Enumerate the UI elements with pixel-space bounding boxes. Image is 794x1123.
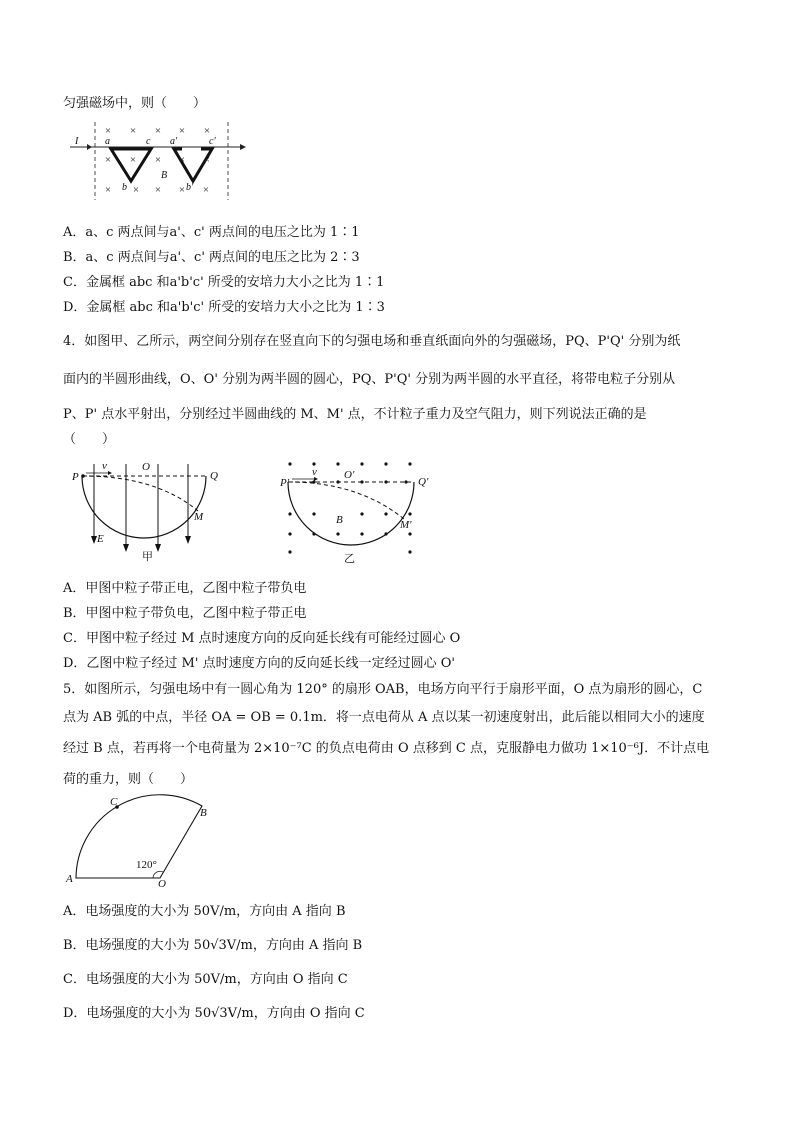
svg-text:×: ×: [178, 184, 186, 196]
q3-label-b2: b': [186, 182, 194, 193]
q4-yi-Q: Q': [418, 476, 429, 488]
q5-label-angle: 120°: [136, 859, 157, 871]
q4-figure-yi: [278, 456, 438, 568]
q4-jia-caption: 甲: [142, 551, 153, 563]
svg-text:×: ×: [104, 154, 112, 166]
q4-figure-jia: [66, 456, 226, 568]
svg-text:×: ×: [104, 184, 112, 196]
q4-stem-line2: 面内的半圆形曲线，O、O' 分别为两半圆的圆心，PQ、P'Q' 分别为两半圆的水平直径，将带电粒子分别从: [63, 372, 676, 387]
q4-stem-line1: 4．如图甲、乙所示，两空间分别存在竖直向下的匀强电场和垂直纸面向外的匀强磁场，PQ、P'Q' 分别为纸: [63, 334, 681, 349]
q5-label-A: A: [66, 873, 73, 885]
q5-sector-figure: [60, 794, 220, 890]
q3-option-c: C．金属框 abc 和a'b'c' 所受的安培力大小之比为 1∶1: [63, 275, 385, 290]
q3-option-d: D．金属框 abc 和a'b'c' 所受的安培力大小之比为 1∶3: [63, 300, 385, 315]
svg-text:×: ×: [129, 125, 137, 137]
q4-jia-E: E: [97, 533, 104, 545]
q5-label-C: C: [110, 796, 118, 808]
svg-text:×: ×: [178, 154, 186, 166]
q5-option-c: C．电场强度的大小为 50V/m，方向由 O 指向 C: [63, 972, 348, 987]
svg-text:×: ×: [202, 184, 210, 196]
svg-text:×: ×: [129, 154, 137, 166]
svg-text:×: ×: [203, 154, 211, 166]
q5-stem-line2: 点为 AB 弧的中点，半径 OA = OB = 0.1m．将一点电荷从 A 点以某一初速度射出，此后能以相同大小的速度: [63, 710, 705, 725]
q4-option-d: D．乙图中粒子经过 M' 点时速度方向的反向延长线一定经过圆心 O': [63, 656, 455, 671]
q5-label-O: O: [158, 878, 166, 890]
q4-yi-P: P': [280, 477, 290, 489]
svg-text:×: ×: [154, 125, 162, 137]
q4-yi-O: O': [344, 469, 355, 481]
q3-label-a: a: [105, 136, 110, 147]
q4-jia-v: v: [102, 460, 107, 472]
q5-label-B: B: [200, 807, 207, 819]
q3-label-B: B: [161, 170, 168, 181]
q3-option-a: A．a、c 两点间与a'、c' 两点间的电压之比为 1∶1: [63, 225, 360, 240]
q3-label-b: b: [122, 182, 127, 193]
q3-intro: 匀强磁场中，则（ ）: [63, 96, 207, 111]
svg-text:×: ×: [178, 125, 186, 137]
q4-yi-M: M': [400, 519, 412, 531]
q5-stem-line4: 荷的重力，则（ ）: [63, 772, 194, 787]
q3-option-b: B．a、c 两点间与a'、c' 两点间的电压之比为 2∶3: [63, 250, 360, 265]
q4-yi-B: B: [336, 514, 343, 526]
q4-option-a: A．甲图中粒子带正电，乙图中粒子带负电: [63, 581, 307, 596]
q4-option-c: C．甲图中粒子经过 M 点时速度方向的反向延长线有可能经过圆心 O: [63, 631, 461, 646]
q3-label-I: I: [75, 136, 79, 147]
q3-label-c: c: [146, 136, 151, 147]
q4-stem-line3: P、P' 点水平射出，分别经过半圆曲线的 M、M' 点，不计粒子重力及空气阻力，则下列说法正确的是: [63, 407, 647, 422]
q5-option-d: D．电场强度的大小为 50√3V/m，方向由 O 指向 C: [63, 1006, 365, 1021]
q5-stem-line1: 5．如图所示，匀强电场中有一圆心角为 120° 的扇形 OAB，电场方向平行于扇形平面，O 点为扇形的圆心，C: [63, 682, 703, 697]
q4-yi-v: v: [312, 466, 317, 478]
q4-jia-O: O: [142, 461, 150, 473]
svg-text:×: ×: [104, 125, 112, 137]
q3-figure: [70, 118, 250, 202]
q3-label-c2: c': [209, 136, 216, 147]
q5-option-a: A．电场强度的大小为 50V/m，方向由 A 指向 B: [63, 904, 346, 919]
q5-option-b: B．电场强度的大小为 50√3V/m，方向由 A 指向 B: [63, 938, 363, 953]
q4-option-b: B．甲图中粒子带负电，乙图中粒子带正电: [63, 606, 307, 621]
q4-jia-M: M: [194, 511, 204, 523]
q4-jia-Q: Q: [210, 470, 218, 482]
svg-text:×: ×: [132, 184, 140, 196]
q4-stem-line4: （ ）: [63, 432, 116, 447]
svg-text:×: ×: [154, 154, 162, 166]
q4-jia-P: P: [72, 471, 79, 483]
svg-text:×: ×: [154, 184, 162, 196]
q3-label-a2: a': [170, 136, 178, 147]
svg-text:×: ×: [203, 125, 211, 137]
q4-yi-caption: 乙: [344, 553, 355, 565]
q5-stem-line3: 经过 B 点，若再将一个电荷量为 2×10⁻⁷C 的负点电荷由 O 点移到 C 点，克服静电力做功 1×10⁻⁶J．不计点电: [63, 741, 710, 756]
